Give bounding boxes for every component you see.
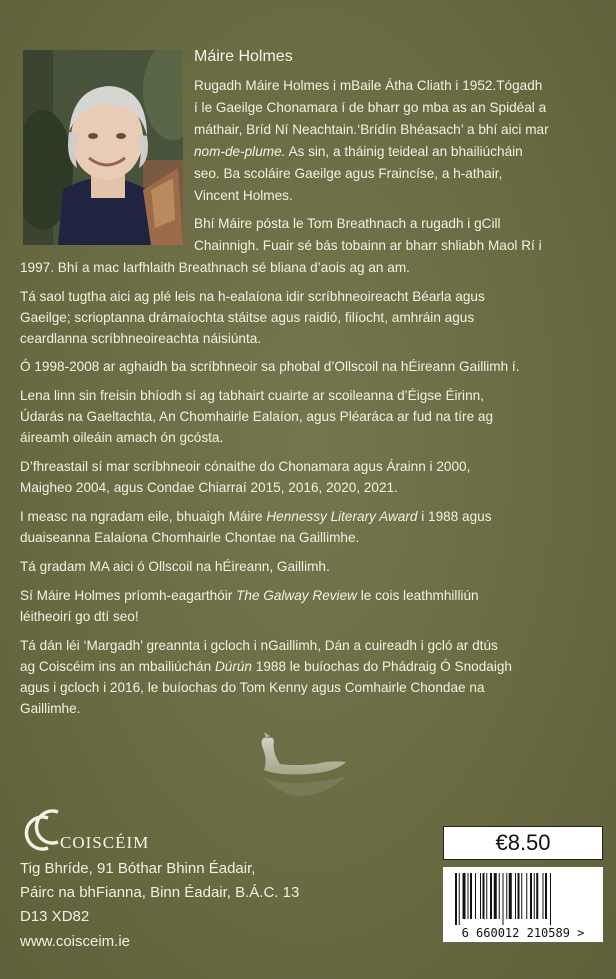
barcode-bars	[449, 873, 597, 925]
award-name: Hennessy Literary Award	[266, 509, 418, 524]
bio-p10-line3: agus i gcloch i 2016, le buíochas do Tom Kenny agus Comhairle Chondae na	[20, 680, 485, 695]
bio-p5-line3: áireamh oileáin amach ón gcósta.	[20, 430, 224, 445]
bio-p5-line2: Údarás na Gaeltachta, An Chomhairle Ealaíon, agus Pléaráca ar fud na tíre ag	[20, 409, 494, 424]
bio-p2-line2: Chainnigh. Fuair sé bás tobainn ar bharr shliabh Maol Rí i	[194, 238, 542, 253]
bio-p1-line4: nom-de-plume. As sin, a tháinig teideal an bhailiúcháin	[194, 144, 523, 159]
price-label: €8.50	[443, 826, 603, 860]
barcode	[443, 867, 603, 942]
bio-p3-line1: Tá saol tugtha aici ag plé leis na h-ealaíona idir scríbhneoireacht Béarla agus	[20, 289, 485, 304]
bio-p1-line3: máthair, Bríd Ní Neachtain.‘Brídín Bhéasach’ a bhí aici mar	[194, 122, 549, 137]
bio-p2-line1: Bhí Máire pósta le Tom Breathnach a rugadh i gCill	[194, 216, 501, 231]
publisher-website[interactable]: www.coisceim.ie	[20, 933, 131, 950]
bio-p3-line2: Gaeilge; scrioptanna drámaíochta stáitse agus raidió, filíocht, amhráin agus	[20, 310, 475, 325]
author-photo	[23, 50, 183, 245]
coisceim-logo	[18, 808, 66, 856]
bio-p9-line1: Sí Máire Holmes príomh-eagarthóir The Galway Review le cois leathmhilliún	[20, 588, 479, 603]
publisher-address-line3: D13 XD82	[20, 908, 90, 925]
pen-name: nom-de-plume.	[194, 144, 286, 159]
bio-p7-line2: duaiseanna Ealaíona Chomhairle Chontae na Gaillimhe.	[20, 530, 360, 545]
barcode-digits: 6 660012 210589 >	[461, 926, 585, 940]
review-title: The Galway Review	[236, 588, 357, 603]
publisher-address-line2: Páirc na bhFianna, Binn Éadair, B.Á.C. 13	[20, 884, 300, 901]
bio-p7-line1: I measc na ngradam eile, bhuaigh Máire Hennessy Literary Award i 1988 agus	[20, 509, 492, 524]
bio-p9-line2: léitheoirí go dtí seo!	[20, 609, 139, 624]
bio-p1-line2: í le Gaeilge Chonamara í de bharr go mba as an Spidéal a	[194, 100, 547, 115]
bio-p1-line1: Rugadh Máire Holmes i mBaile Átha Cliath i 1952.Tógadh	[194, 78, 543, 93]
bio-p3-line3: ceardlanna scríbhneoireachta náisiúnta.	[20, 331, 262, 346]
bio-p2-line3: 1997. Bhí a mac Iarfhlaith Breathnach sé bliana d’aois ag an am.	[20, 260, 410, 275]
swan-emblem	[250, 730, 360, 810]
bio-p10-line1: Tá dán léi ‘Margadh’ greannta i gcloch i nGaillimh, Dán a cuireadh i gcló ar dtús	[20, 638, 498, 653]
bio-p6-line1: D’fhreastail sí mar scríbhneoir cónaithe do Chonamara agus Árainn i 2000,	[20, 459, 471, 474]
bio-p8: Tá gradam MA aici ó Ollscoil na hÉireann, Gaillimh.	[20, 559, 330, 574]
bio-p1-line6: Vincent Holmes.	[194, 188, 293, 203]
publisher-name: COISCÉIM	[60, 833, 150, 852]
bio-p6-line2: Maigheo 2004, agus Condae Chiarraí 2015, 2016, 2020, 2021.	[20, 480, 398, 495]
bio-p10-line2: ag Coiscéim ins an mbailiúchán Dúrún 1988 le buíochas do Phádraig Ó Snodaigh	[20, 659, 512, 674]
author-name: Máire Holmes	[194, 48, 293, 65]
collection-title: Dúrún	[214, 659, 252, 674]
bio-p5-line1: Lena linn sin freisin bhíodh sí ag tabhairt cuairte ar scoileanna d’Éigse Éirinn,	[20, 388, 484, 403]
bio-p10-line4: Gaillimhe.	[20, 701, 81, 716]
bio-p1-line5: seo. Ba scoláire Gaeilge agus Fraincíse, a h-athair,	[194, 166, 503, 181]
bio-p4: Ó 1998-2008 ar aghaidh ba scríbhneoir sa phobal d’Ollscoil na hÉireann Gaillimh í.	[20, 359, 520, 374]
publisher-address-line1: Tig Bhríde, 91 Bóthar Bhinn Éadair,	[20, 860, 256, 877]
